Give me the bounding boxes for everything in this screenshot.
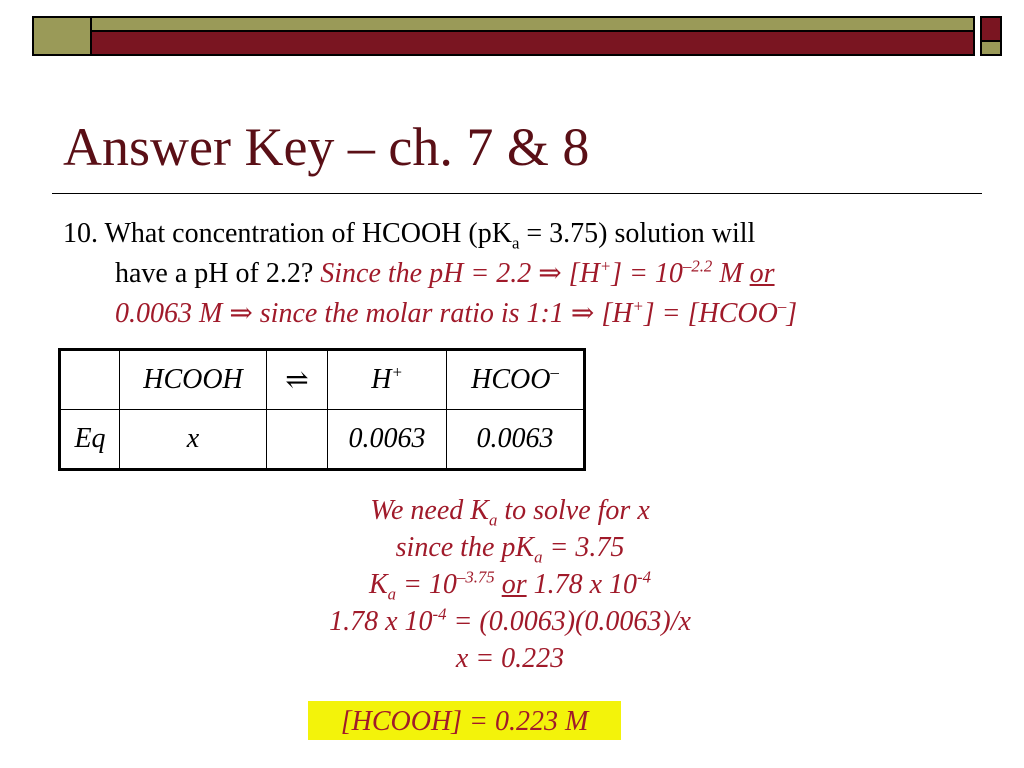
cell-empty	[267, 410, 328, 470]
reasoning-e: ] = [HCOO	[643, 298, 778, 329]
cell-x: x	[120, 410, 267, 470]
cell-hplus-value: 0.0063	[328, 410, 447, 470]
calc-3sub: a	[387, 584, 397, 604]
slide-title: Answer Key – ch. 7 & 8	[63, 117, 590, 177]
reasoning-a: Since the pH = 2.2 ⇒ [H	[320, 258, 600, 289]
calc-line-3	[260, 566, 760, 603]
calc-1b: to solve for x	[497, 495, 650, 526]
reasoning-b: ] = 10	[611, 258, 683, 289]
or-word: or	[749, 258, 775, 289]
calc-4sup: -4	[432, 604, 447, 624]
calc-2a: since the pK	[395, 532, 535, 563]
calc-line-5: x = 0.223	[455, 643, 565, 674]
header-cell-hcoo	[447, 350, 585, 410]
question-text	[63, 214, 983, 334]
row-label-eq: Eq	[60, 410, 120, 470]
calc-3d: 1.78 x 10	[526, 569, 638, 600]
title-rule	[52, 193, 982, 194]
calc-3sup: –3.75	[456, 567, 495, 587]
final-answer-highlight: [HCOOH] = 0.223 M	[308, 701, 621, 740]
calc-3a: K	[368, 569, 388, 600]
table-header-row	[60, 350, 585, 410]
top-decoration-bar	[32, 16, 975, 56]
equilibrium-arrow-icon: ⇌	[267, 350, 328, 410]
calc-line-1	[260, 492, 760, 529]
question-number: 10.	[63, 218, 98, 249]
calc-4a: 1.78 x 10	[329, 606, 433, 637]
corner-top	[982, 18, 1000, 42]
calc-3b: = 10	[396, 569, 457, 600]
calc-3or: or	[501, 569, 527, 600]
question-line-2	[63, 254, 983, 294]
calc-3sup2: -4	[637, 567, 652, 587]
question-text-a: What concentration of HCOOH (pK	[104, 218, 512, 249]
reasoning-c: M	[712, 258, 750, 289]
bar-olive-block	[34, 18, 92, 54]
hcoo-header-sup: –	[550, 362, 559, 382]
calc-line-4	[260, 603, 760, 640]
minus-sup: –	[777, 296, 787, 316]
calc-line-2	[260, 529, 760, 566]
question-line-1	[63, 214, 983, 254]
calc-1sub: a	[488, 510, 498, 530]
header-cell-hplus	[328, 350, 447, 410]
table-row	[60, 410, 585, 470]
bar-olive-stripe	[92, 18, 973, 32]
corner-decoration	[980, 16, 1002, 56]
calc-1a: We need K	[370, 495, 489, 526]
question-text-b: = 3.75) solution will	[519, 218, 756, 249]
hplus-sup: +	[599, 256, 612, 276]
hplus-header-sup: +	[391, 362, 403, 382]
reasoning-f: ]	[786, 298, 798, 329]
calc-2b: = 3.75	[542, 532, 625, 563]
hplus-label: H	[371, 364, 392, 395]
pka-subscript: a	[511, 233, 520, 253]
ice-table	[58, 348, 586, 471]
hcoo-label: HCOO	[471, 364, 551, 395]
calculation-block	[260, 492, 760, 677]
calc-4b: = (0.0063)(0.0063)/x	[446, 606, 691, 637]
calc-2sub: a	[534, 547, 543, 567]
corner-bottom	[982, 42, 1000, 54]
exp-sup: –2.2	[682, 256, 713, 276]
hplus-sup-2: +	[632, 296, 644, 316]
cell-hcoo-value: 0.0063	[447, 410, 585, 470]
header-cell-empty	[60, 350, 120, 410]
calc-3c	[495, 569, 502, 600]
header-cell-hcooh: HCOOH	[120, 350, 267, 410]
question-text-c: have a pH of 2.2?	[115, 258, 314, 289]
reasoning-d: 0.0063 M ⇒ since the molar ratio is 1:1 ⇒ [H	[115, 298, 633, 329]
question-line-3	[63, 294, 983, 334]
